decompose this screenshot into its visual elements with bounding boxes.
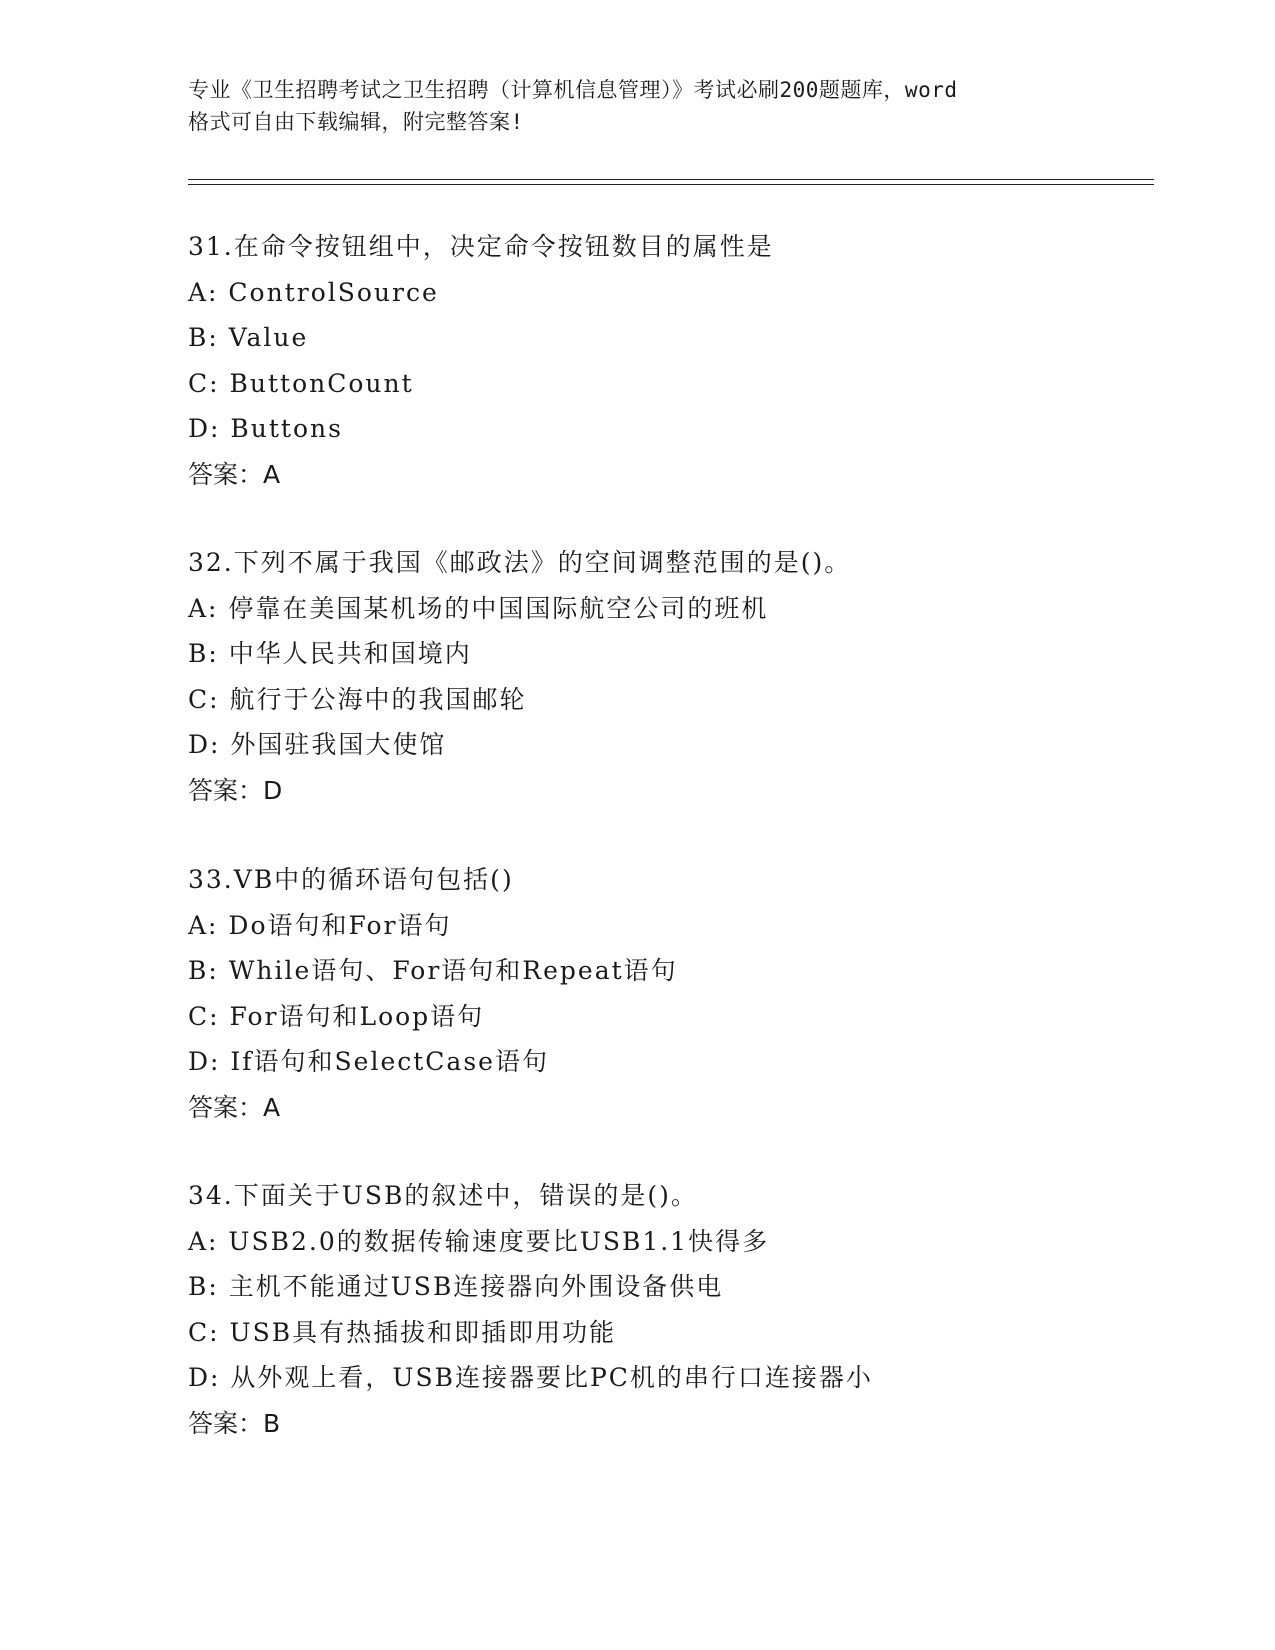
question-stem: 33.VB中的循环语句包括(): [188, 865, 514, 894]
header-line-1: 专业《卫生招聘考试之卫生招聘（计算机信息管理）》考试必刷200题题库，word: [188, 78, 958, 102]
question-31: [188, 224, 1148, 497]
option-a: A: Do语句和For语句: [188, 910, 452, 940]
option-b: B: Value: [188, 323, 309, 352]
header-line-2: 格式可自由下载编辑，附完整答案!: [188, 110, 524, 134]
header-divider-bottom: [188, 184, 1154, 185]
question-stem: 31.在命令按钮组中，决定命令按钮数目的属性是: [188, 232, 774, 261]
header-divider-top: [188, 179, 1154, 180]
option-d: D: Buttons: [188, 414, 343, 443]
answer-label: 答案：D: [188, 775, 283, 805]
option-c: C: For语句和Loop语句: [188, 1001, 485, 1031]
option-c: C: 航行于公海中的我国邮轮: [188, 684, 527, 714]
question-34: [188, 1173, 1148, 1446]
option-d: D: 从外观上看，USB连接器要比PC机的串行口连接器小: [188, 1363, 873, 1392]
option-b: B: While语句、For语句和Repeat语句: [188, 956, 678, 985]
option-c: C: USB具有热插拔和即插即用功能: [188, 1317, 617, 1347]
document-header: [188, 74, 1088, 138]
option-b: B: 中华人民共和国境内: [188, 639, 472, 668]
answer-label: 答案：A: [188, 1092, 281, 1122]
question-33: [188, 857, 1148, 1130]
answer-label: 答案：A: [188, 459, 281, 489]
question-32: [188, 540, 1148, 813]
question-stem: 32.下列不属于我国《邮政法》的空间调整范围的是()。: [188, 548, 852, 577]
option-d: D: 外国驻我国大使馆: [188, 730, 447, 759]
option-a: A: ControlSource: [188, 277, 439, 307]
option-d: D: If语句和SelectCase语句: [188, 1047, 549, 1076]
option-c: C: ButtonCount: [188, 368, 414, 398]
option-b: B: 主机不能通过USB连接器向外围设备供电: [188, 1272, 724, 1301]
question-stem: 34.下面关于USB的叙述中，错误的是()。: [188, 1181, 698, 1210]
option-a: A: 停靠在美国某机场的中国国际航空公司的班机: [188, 593, 769, 623]
option-a: A: USB2.0的数据传输速度要比USB1.1快得多: [188, 1226, 770, 1256]
answer-label: 答案：B: [188, 1408, 281, 1438]
